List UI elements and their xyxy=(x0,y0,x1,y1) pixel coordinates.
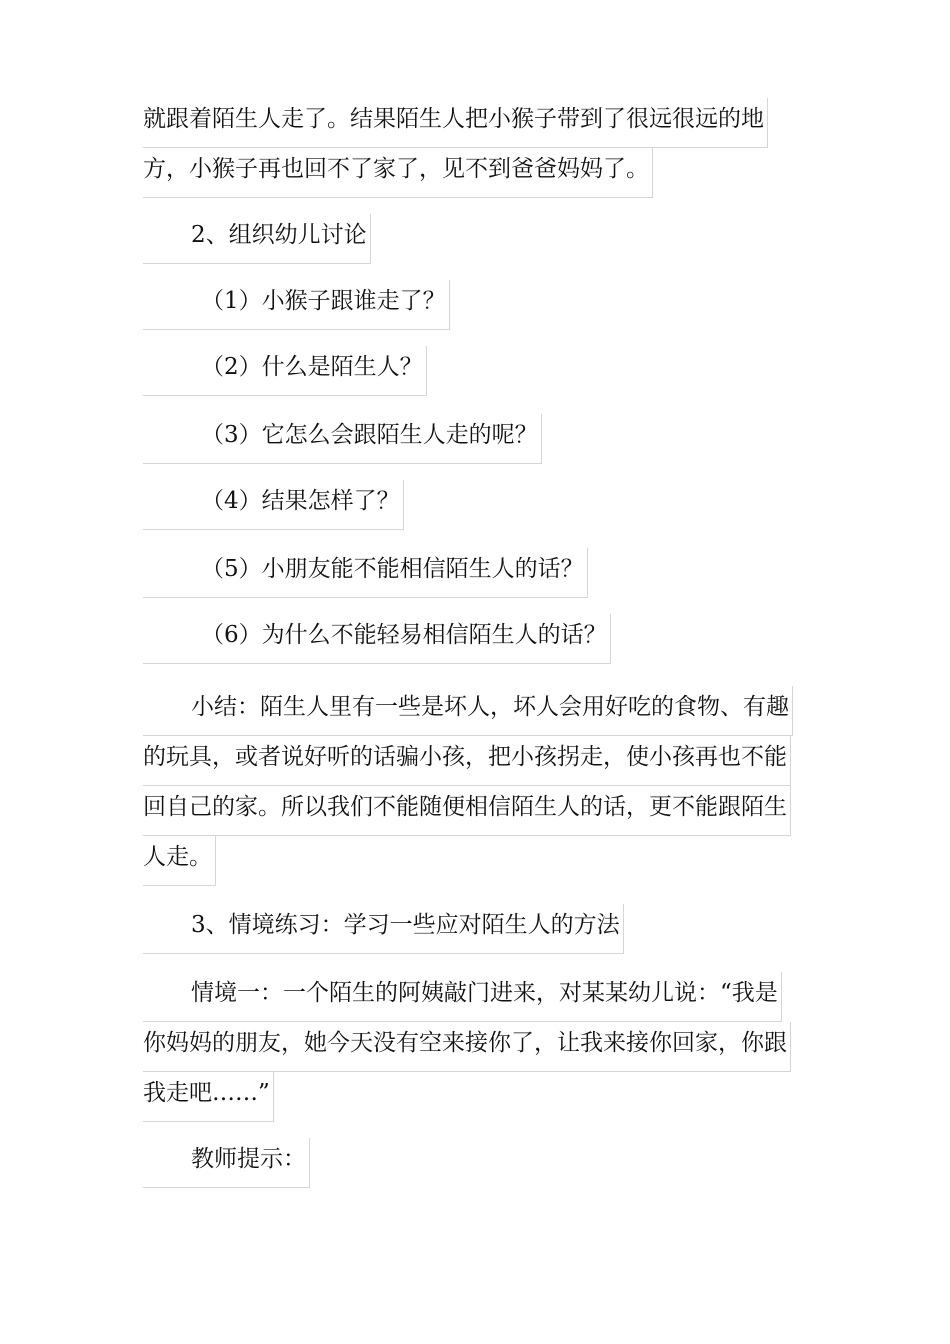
text-line: 你妈妈的朋友，她今天没有空来接你了，让我来接你回家，你跟 xyxy=(143,1022,823,1072)
summary-paragraph xyxy=(143,686,823,886)
text-line: 3、情境练习：学习一些应对陌生人的方法 xyxy=(143,904,823,954)
text-line: （3）它怎么会跟陌生人走的呢？ xyxy=(143,414,823,464)
text-line: 2、组织幼儿讨论 xyxy=(143,214,823,264)
text-line: 就跟着陌生人走了。结果陌生人把小猴子带到了很远很远的地 xyxy=(143,98,823,148)
question-6 xyxy=(143,614,823,664)
text-line: 小结：陌生人里有一些是坏人，坏人会用好吃的食物、有趣 xyxy=(143,686,823,736)
text-line: 的玩具，或者说好听的话骗小孩，把小孩拐走，使小孩再也不能 xyxy=(143,736,823,786)
section-heading-practice xyxy=(143,904,823,954)
teacher-tip-heading xyxy=(143,1138,823,1188)
text-line: （1）小猴子跟谁走了？ xyxy=(143,280,823,330)
question-1 xyxy=(143,280,823,330)
text-line: 我走吧……” xyxy=(143,1072,823,1122)
text-line: 方，小猴子再也回不了家了，见不到爸爸妈妈了。 xyxy=(143,148,823,198)
text-line: 教师提示： xyxy=(143,1138,823,1188)
text-line: （6）为什么不能轻易相信陌生人的话？ xyxy=(143,614,823,664)
scenario-paragraph xyxy=(143,972,823,1122)
question-4 xyxy=(143,480,823,530)
text-line: 人走。 xyxy=(143,836,823,886)
section-heading-discussion xyxy=(143,214,823,264)
text-line: （5）小朋友能不能相信陌生人的话？ xyxy=(143,548,823,598)
text-line: 回自己的家。所以我们不能随便相信陌生人的话，更不能跟陌生 xyxy=(143,786,823,836)
question-3 xyxy=(143,414,823,464)
text-line: （2）什么是陌生人？ xyxy=(143,346,823,396)
text-line: 情境一：一个陌生的阿姨敲门进来，对某某幼儿说：“我是 xyxy=(143,972,823,1022)
text-line: （4）结果怎样了？ xyxy=(143,480,823,530)
question-5 xyxy=(143,548,823,598)
question-2 xyxy=(143,346,823,396)
story-paragraph xyxy=(143,98,823,198)
